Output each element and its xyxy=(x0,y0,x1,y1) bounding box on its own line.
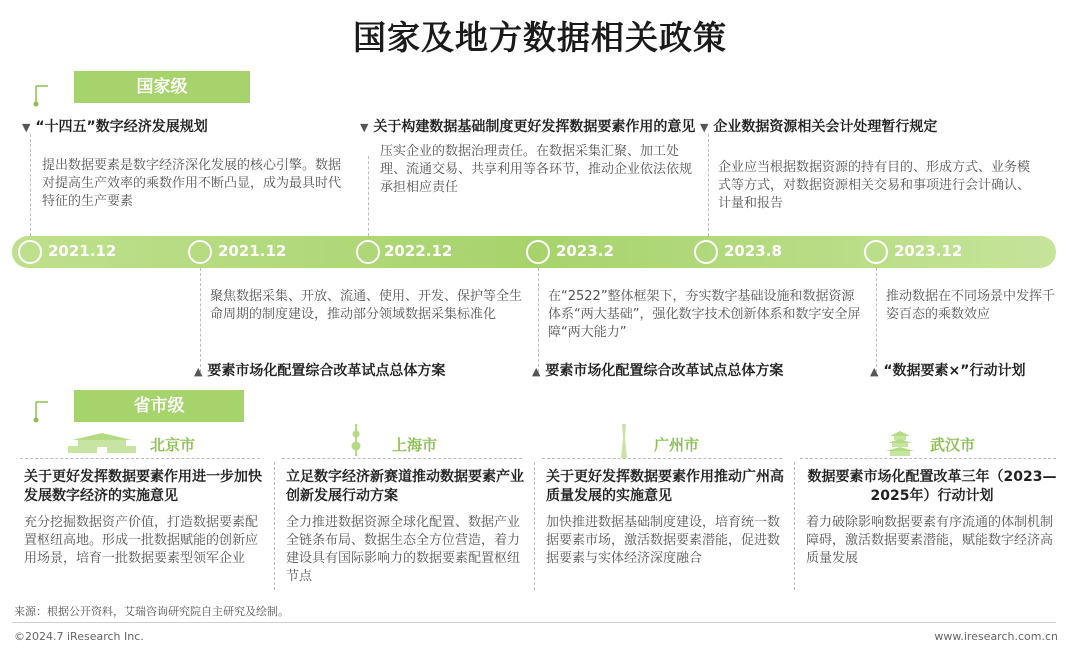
triangle-marker-icon: ▼ xyxy=(360,121,369,134)
timeline-node xyxy=(526,240,550,264)
timeline-node xyxy=(864,240,888,264)
section-badge-provincial: 省市级 xyxy=(74,390,244,422)
triangle-marker-icon: ▲ xyxy=(532,365,541,378)
timeline-date: 2021.12 xyxy=(48,242,117,260)
city-policy-shanghai: 立足数字经济新赛道推动数据要素产业创新发展行动方案 全力推进数据资源全球化配置、数据产业全链条布局、数据生态全方位营造，着力建设具有国际影响力的数据要素配置枢纽节点 xyxy=(286,469,524,584)
connector-line xyxy=(368,156,369,236)
city-column-divider xyxy=(794,462,795,590)
city-name-beijing: 北京市 xyxy=(150,436,196,454)
timeline-date: 2021.12 xyxy=(218,242,287,260)
timeline-node xyxy=(694,240,718,264)
timeline-date: 2023.12 xyxy=(894,242,963,260)
oriental-pearl-tower-icon xyxy=(348,424,364,456)
footer-website: www.iresearch.com.cn xyxy=(934,630,1058,643)
tiananmen-icon xyxy=(66,430,138,454)
national-bottom-item-1: 聚焦数据采集、开放、流通、使用、开发、保护等全生命周期的制度建设，推动部分领域数据采集标准化 xyxy=(210,289,523,322)
national-top-item-2: ▼ 关于构建数据基础制度更好发挥数据要素作用的意见 压实企业的数据治理责任。在数据采集汇聚、加工处理、流通交易、共享利用等各环节，推动企业依法依规承担相应责任 xyxy=(360,119,696,195)
triangle-marker-icon: ▼ xyxy=(22,121,31,134)
national-bottom-title-2: ▲ 要素市场化配置综合改革试点总体方案 xyxy=(532,363,784,379)
city-divider xyxy=(800,458,1056,459)
city-divider xyxy=(20,458,260,459)
city-name-shanghai: 上海市 xyxy=(392,436,438,454)
national-top-item-3: ▼ 企业数据资源相关会计处理暂行规定 企业应当根据数据资源的持有目的、形成方式、业务模式等方式，对数据资源相关交易和事项进行会计确认、计量和报告 xyxy=(700,119,1031,211)
national-bottom-title-3: ▲ “数据要素×”行动计划 xyxy=(870,363,1026,379)
footer-divider xyxy=(12,622,1056,623)
city-name-wuhan: 武汉市 xyxy=(930,436,976,454)
city-divider xyxy=(542,458,782,459)
timeline-date: 2023.2 xyxy=(556,242,614,260)
national-bottom-item-2: 在“2522”整体框架下，夯实数字基础设施和数据资源体系“两大基础”，强化数字技术创新体系和数字安全屏障“两大能力” xyxy=(548,289,861,340)
timeline-date: 2022.12 xyxy=(384,242,453,260)
timeline-node xyxy=(18,240,42,264)
city-name-guangzhou: 广州市 xyxy=(654,436,700,454)
page-title: 国家及地方数据相关政策 xyxy=(353,18,727,57)
connector-line xyxy=(708,134,709,236)
timeline-date: 2023.8 xyxy=(724,242,782,260)
triangle-marker-icon: ▲ xyxy=(870,365,879,378)
national-bottom-item-3: 推动数据在不同场景中发挥千姿百态的乘数效应 xyxy=(886,289,1056,322)
source-note: 来源：根据公开资料，艾瑞咨询研究院自主研究及绘制。 xyxy=(14,605,289,618)
city-column-divider xyxy=(534,462,535,590)
triangle-marker-icon: ▲ xyxy=(194,365,203,378)
city-policy-wuhan: 数据要素市场化配置改革三年（2023—2025年）行动计划 着力破除影响数据要素有序流通的体制机制障碍，激活数据要素潜能，赋能数字经济高质量发展 xyxy=(806,469,1057,566)
city-policy-beijing: 关于更好发挥数据要素作用进一步加快发展数字经济的实施意见 充分挖掘数据资产价值，打造数据要素配置枢纽高地。形成一批数据赋能的创新应用场景，培育一批数据要素型领军企业 xyxy=(24,469,262,566)
timeline-node xyxy=(188,240,212,264)
city-divider xyxy=(282,458,522,459)
footer-copyright: ©2024.7 iResearch Inc. xyxy=(14,630,144,643)
national-top-item-1: ▼ “十四五”数字经济发展规划 提出数据要素是数字经济深化发展的核心引擎。数据对提高生产效率的乘数作用不断凸显，成为最具时代特征的生产要素 xyxy=(22,119,342,209)
section-pin-icon xyxy=(28,68,68,108)
national-bottom-title-1: ▲ 要素市场化配置综合改革试点总体方案 xyxy=(194,363,446,379)
triangle-marker-icon: ▼ xyxy=(700,121,709,134)
city-column-divider xyxy=(274,462,275,590)
connector-line xyxy=(876,268,877,372)
section-badge-national: 国家级 xyxy=(74,71,250,103)
canton-tower-icon xyxy=(618,424,630,458)
yellow-crane-tower-icon xyxy=(886,430,914,456)
connector-line xyxy=(30,134,31,236)
city-policy-guangzhou: 关于更好发挥数据要素作用推动广州高质量发展的实施意见 加快推进数据基础制度建设，培育统一数据要素市场，激活数据要素潜能，促进数据要素与实体经济深度融合 xyxy=(546,469,784,566)
connector-line xyxy=(200,268,201,372)
section-pin-icon xyxy=(28,384,68,424)
connector-line xyxy=(538,268,539,372)
timeline-node xyxy=(356,240,380,264)
